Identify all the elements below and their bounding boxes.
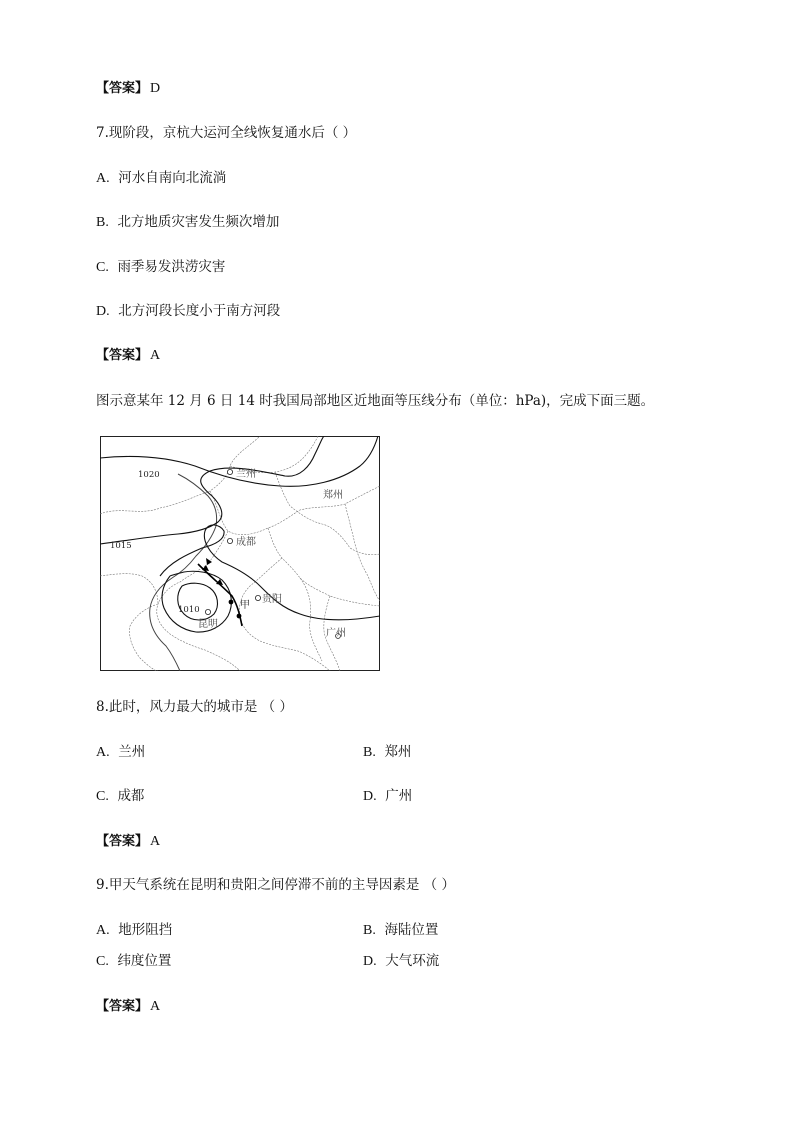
option-letter: A. <box>96 745 110 760</box>
option-letter: D. <box>96 304 110 319</box>
city-label: 兰州 <box>236 469 256 480</box>
city-label: 昆明 <box>198 619 218 630</box>
option-text: 河水自南向北流淌 <box>118 170 227 186</box>
option-letter: B. <box>363 923 376 938</box>
question-9-stem: 9.甲天气系统在昆明和贵阳之间停滞不前的主导因素是 （ ） <box>96 877 455 893</box>
answer-label: 【答案】 <box>96 999 149 1014</box>
q9-option-c <box>96 952 171 971</box>
map-intro-text: 图示意某年 12 月 6 日 14 时我国局部地区近地面等压线分布（单位：hPa)，完成下面三题。 <box>96 393 655 409</box>
option-letter: C. <box>96 789 109 804</box>
option-letter: D. <box>363 789 377 804</box>
option-text: 大气环流 <box>385 953 440 969</box>
option-letter: A. <box>96 923 110 938</box>
option-text: 海陆位置 <box>384 922 439 938</box>
answer-label: 【答案】 <box>96 348 149 363</box>
q7-option-a <box>96 169 226 188</box>
q8-option-b <box>363 743 411 762</box>
isobar-label-1015: 1015 <box>110 541 132 551</box>
city-guangzhou <box>326 626 346 639</box>
city-zhengzhou <box>323 488 343 501</box>
q9-option-a <box>96 921 172 940</box>
option-letter: B. <box>363 745 376 760</box>
q7-option-c <box>96 258 225 277</box>
city-label: 广州 <box>326 628 346 639</box>
answer-line-q9 <box>96 997 160 1016</box>
q7-option-b <box>96 213 279 232</box>
option-text: 纬度位置 <box>117 953 172 969</box>
option-text: 地形阻挡 <box>118 922 173 938</box>
option-letter: B. <box>96 215 109 230</box>
answer-value: A <box>150 834 161 849</box>
answer-value: A <box>150 999 161 1014</box>
option-text: 郑州 <box>384 744 412 760</box>
option-letter: D. <box>363 954 377 969</box>
city-label: 成都 <box>236 537 256 548</box>
q8-option-c <box>96 787 144 806</box>
q8-option-a <box>96 743 145 762</box>
q9-option-b <box>363 921 438 940</box>
option-text: 雨季易发洪涝灾害 <box>117 259 226 275</box>
answer-label: 【答案】 <box>96 81 149 96</box>
option-letter: C. <box>96 260 109 275</box>
answer-line-q7 <box>96 346 160 365</box>
option-text: 广州 <box>385 788 413 804</box>
option-text: 北方河段长度小于南方河段 <box>118 303 281 319</box>
front-label: 甲 <box>240 600 250 611</box>
city-label: 贵阳 <box>262 594 282 605</box>
option-letter: C. <box>96 954 109 969</box>
q9-option-d <box>363 952 439 971</box>
answer-label: 【答案】 <box>96 834 149 849</box>
isobar-map <box>100 436 380 671</box>
option-letter: A. <box>96 171 110 186</box>
isobar-label-1020: 1020 <box>138 470 160 480</box>
question-7-stem: 7.现阶段，京杭大运河全线恢复通水后（ ） <box>96 125 357 141</box>
option-text: 兰州 <box>118 744 146 760</box>
answer-value: A <box>150 348 161 363</box>
question-8-stem: 8.此时，风力最大的城市是 （ ） <box>96 699 293 715</box>
q7-option-d <box>96 302 280 321</box>
option-text: 北方地质灾害发生频次增加 <box>117 214 280 230</box>
answer-value: D <box>150 81 161 96</box>
option-text: 成都 <box>117 788 145 804</box>
q8-option-d <box>363 787 412 806</box>
answer-line-prev <box>96 79 160 98</box>
isobar-label-1010: 1010 <box>178 605 200 615</box>
city-label: 郑州 <box>323 490 343 501</box>
answer-line-q8 <box>96 832 160 851</box>
